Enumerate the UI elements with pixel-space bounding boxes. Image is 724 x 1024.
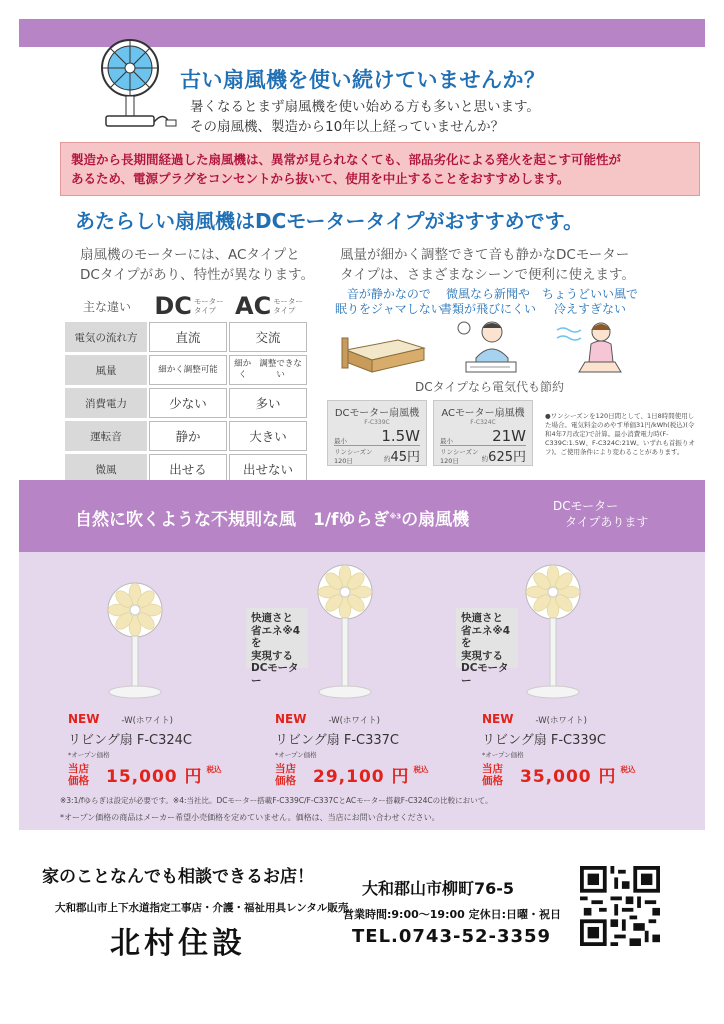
ac-sub-1: モーター (273, 297, 303, 306)
footnote-1: ※3:1/fゆらぎは設定が必要です。※4:当社比。DCモーター搭載F-C339C/F-C337CとACモーター搭載F-C324Cの比較において。 (60, 796, 493, 805)
caption-line: 書類が飛びにくい (440, 302, 537, 316)
tax-label: 税込 (206, 765, 222, 774)
row-label: 消費電力 (65, 388, 147, 418)
cost-wrap (482, 446, 526, 465)
caption-line: 微風なら新聞や (446, 287, 531, 301)
comparison-header (65, 285, 310, 319)
store-catchphrase: 家のことなんでも相談できるお店！ (42, 867, 314, 887)
caption-line: ちょうどいい風で (542, 287, 639, 301)
price-label-1: 当店 (482, 762, 503, 775)
store-phone[interactable]: TEL.0743-52-3359 (352, 926, 552, 947)
ac-cell: 出せない (229, 454, 307, 484)
dc-motor-badge (456, 608, 518, 687)
warning-line: あるため、電源プラグをコンセントから抜いて、使用を中止することをおすすめします。 (71, 171, 570, 186)
price-row (275, 762, 429, 787)
tax-label: 税込 (620, 765, 636, 774)
season-label (440, 447, 479, 465)
eco-box-dc (327, 400, 427, 466)
eco-title: DCタイプなら電気代も節約 (415, 380, 565, 394)
warning-box (60, 142, 700, 196)
product-f-c324c (68, 708, 222, 787)
description-left (80, 245, 314, 285)
description-line: タイプは、さまざまなシーンで便利に使えます。 (340, 267, 635, 283)
store-hours: 営業時間:9:00～19:00 定休日:日曜・祝日 (343, 908, 562, 921)
person-sitting-icon (555, 318, 625, 376)
eco-note: ●ワンシーズンを120日間として、1日8時間使用した場合。電気料金のめやす単価31円/kWh(税込)(令和4年7月改定)で計算。最小消費電力時(F-C339C:1.5W、F-C324C:21W。いずれも首振りオフ)。ご使用条件により変わることがあります。 (545, 412, 695, 456)
eco-box-title: ACモーター扇風機 (441, 408, 525, 419)
min-label: 最小 (334, 437, 347, 445)
row-label: 運転音 (65, 421, 147, 451)
product-color: -W(ホワイト) (535, 716, 587, 726)
cost-wrap (384, 446, 420, 465)
ac-sub (273, 297, 303, 315)
dc-sub (194, 297, 224, 315)
comparison-row (65, 388, 310, 418)
scene-caption-cool (542, 287, 638, 317)
eco-cost-row (440, 446, 526, 465)
row-label: 電気の流れ方 (65, 322, 147, 352)
promo-title-mark: ※3 (389, 512, 402, 521)
subtitle-line: その扇風機、製造から10年以上経っていませんか？ (190, 119, 505, 135)
open-price-note: *オープン価格 (482, 751, 524, 759)
ac-header (229, 293, 309, 319)
ac-label: AC (235, 292, 272, 320)
min-label: 最小 (440, 437, 453, 445)
price-label (68, 763, 106, 787)
scene-caption-paper (440, 287, 536, 317)
price-label (275, 763, 313, 787)
badge-line: DCモーター (461, 662, 509, 687)
dc-header (149, 293, 229, 319)
caption-line: 眠りをジャマしない (335, 302, 443, 316)
open-price-note: *オープン価格 (275, 751, 317, 759)
section-headline: あたらしい扇風機はDCモータータイプがおすすめです。 (75, 209, 584, 233)
product-new-row (482, 708, 636, 727)
eco-watt-row (440, 427, 526, 446)
badge-line: 実現する (461, 649, 503, 662)
promo-title-main: 自然に吹くような不規則な風 1/fゆらぎ (75, 510, 390, 530)
fan-product-icon (310, 562, 380, 702)
side-line: タイプあります (565, 515, 649, 529)
cost-value: 625円 (488, 450, 526, 465)
season-label (334, 447, 373, 465)
product-new-row (275, 708, 429, 727)
store-address: 大和郡山市柳町76-5 (362, 879, 515, 898)
description-right (340, 245, 635, 285)
ac-cell: 交流 (229, 322, 307, 352)
product-f-c337c (275, 708, 429, 787)
eco-box-ac (433, 400, 533, 466)
fan-product-icon (518, 562, 588, 702)
cell-line: 細かく (158, 364, 184, 375)
product-price: 29,100 円 (313, 767, 410, 787)
price-label-2: 価格 (68, 774, 89, 787)
eco-watt-row (334, 427, 420, 446)
badge-line: 省エネ※4を (251, 624, 301, 649)
dc-sub-2: タイプ (193, 306, 217, 315)
product-color: -W(ホワイト) (121, 716, 173, 726)
dc-label: DC (154, 292, 192, 320)
product-color: -W(ホワイト) (328, 716, 380, 726)
badge-line: 実現する (251, 649, 293, 662)
badge-line: 省エネ※4を (461, 624, 511, 649)
warning-line: 製造から長期間経過した扇風機は、異常が見られなくても、部品劣化による発火を起こす可能性が (71, 152, 622, 167)
product-price: 35,000 円 (520, 767, 617, 787)
ac-cell: 多い (229, 388, 307, 418)
caption-line: 音が静かなので (346, 287, 431, 301)
dc-sub-1: モーター (193, 297, 224, 306)
new-badge: NEW (482, 712, 514, 726)
price-label-1: 当店 (68, 762, 89, 775)
promo-side-note (553, 498, 648, 530)
product-new-row (68, 708, 222, 727)
ac-cell (229, 355, 307, 385)
description-line: 風量が細かく調整できて音も静かなDCモーター (340, 247, 630, 263)
product-name: リビング扇 F-C339C (482, 733, 607, 748)
dc-cell (149, 355, 227, 385)
person-reading-icon (450, 318, 530, 378)
side-line: DCモーター (553, 499, 619, 513)
comparison-table (65, 285, 310, 484)
scene-caption-sleep (335, 287, 443, 317)
product-f-c339c (482, 708, 636, 787)
eco-box-model: F-C339C (364, 419, 390, 426)
store-services: 大和郡山市上下水道指定工事店・介護・福祉用具レンタル販売 (55, 902, 349, 914)
product-price: 15,000 円 (106, 767, 203, 787)
price-row (482, 762, 636, 787)
season-label-2: 120日 (440, 457, 459, 465)
price-label (482, 763, 520, 787)
approx-label: 約 (383, 455, 391, 463)
qr-code-icon[interactable] (580, 866, 660, 946)
cell-line: 調整できない (259, 359, 302, 380)
old-fan-icon (92, 34, 180, 134)
approx-label: 約 (481, 455, 489, 463)
price-row (68, 762, 222, 787)
tax-label: 税込 (413, 765, 429, 774)
eco-box-model: F-C324C (470, 419, 496, 426)
comparison-row (65, 322, 310, 352)
season-label-2: 120日 (334, 457, 353, 465)
badge-line: DCモーター (251, 662, 299, 687)
season-label-1: リンシーズン (440, 448, 479, 456)
new-badge: NEW (275, 712, 307, 726)
cost-value: 45円 (390, 450, 420, 465)
bed-icon (338, 320, 428, 376)
badge-line: 快適さと (461, 612, 503, 624)
comparison-corner: 主な違い (82, 300, 131, 314)
fan-product-icon (100, 580, 170, 700)
new-badge: NEW (68, 712, 100, 726)
cell-line: 調整可能 (183, 364, 218, 375)
open-price-note: *オープン価格 (68, 751, 110, 759)
cell-line: 細かく (234, 359, 252, 380)
comparison-row (65, 421, 310, 451)
dc-cell: 出せる (149, 454, 227, 484)
ac-cell: 大きい (229, 421, 307, 451)
caption-line: 冷えすぎない (554, 302, 627, 316)
price-label-2: 価格 (482, 774, 503, 787)
page-title: 古い扇風機を使い続けていませんか？ (180, 68, 546, 92)
description-line: 扇風機のモーターには、ACタイプと (80, 247, 300, 263)
ac-sub-2: タイプ (273, 306, 296, 315)
row-label: 微風 (65, 454, 147, 484)
subtitle-line: 暑くなるとまず扇風機を使い始める方も多いと思います。 (190, 99, 540, 115)
description-line: DCタイプがあり、特性が異なります。 (80, 267, 315, 283)
promo-title-end: の扇風機 (401, 510, 470, 530)
product-name: リビング扇 F-C324C (68, 733, 193, 748)
price-label-2: 価格 (275, 774, 296, 787)
store-name: 北村住設 (110, 926, 246, 961)
season-label-1: リンシーズン (334, 448, 373, 456)
footnote-2: *オープン価格の商品はメーカー希望小売価格を定めていません。価格は、当店にお問い合わせください。 (60, 813, 440, 822)
page-subtitle (190, 97, 540, 137)
comparison-row (65, 355, 310, 385)
dc-motor-badge (246, 608, 308, 687)
watt-value: 21W (492, 427, 526, 445)
row-label: 風量 (65, 355, 147, 385)
dc-cell: 静か (149, 421, 227, 451)
price-label-1: 当店 (275, 762, 296, 775)
dc-cell: 直流 (149, 322, 227, 352)
eco-box-title: DCモーター扇風機 (334, 408, 420, 419)
eco-cost-row (334, 446, 420, 465)
watt-value: 1.5W (381, 427, 420, 445)
product-name: リビング扇 F-C337C (275, 733, 400, 748)
badge-line: 快適さと (251, 612, 293, 624)
dc-cell: 少ない (149, 388, 227, 418)
promo-title (75, 505, 469, 530)
